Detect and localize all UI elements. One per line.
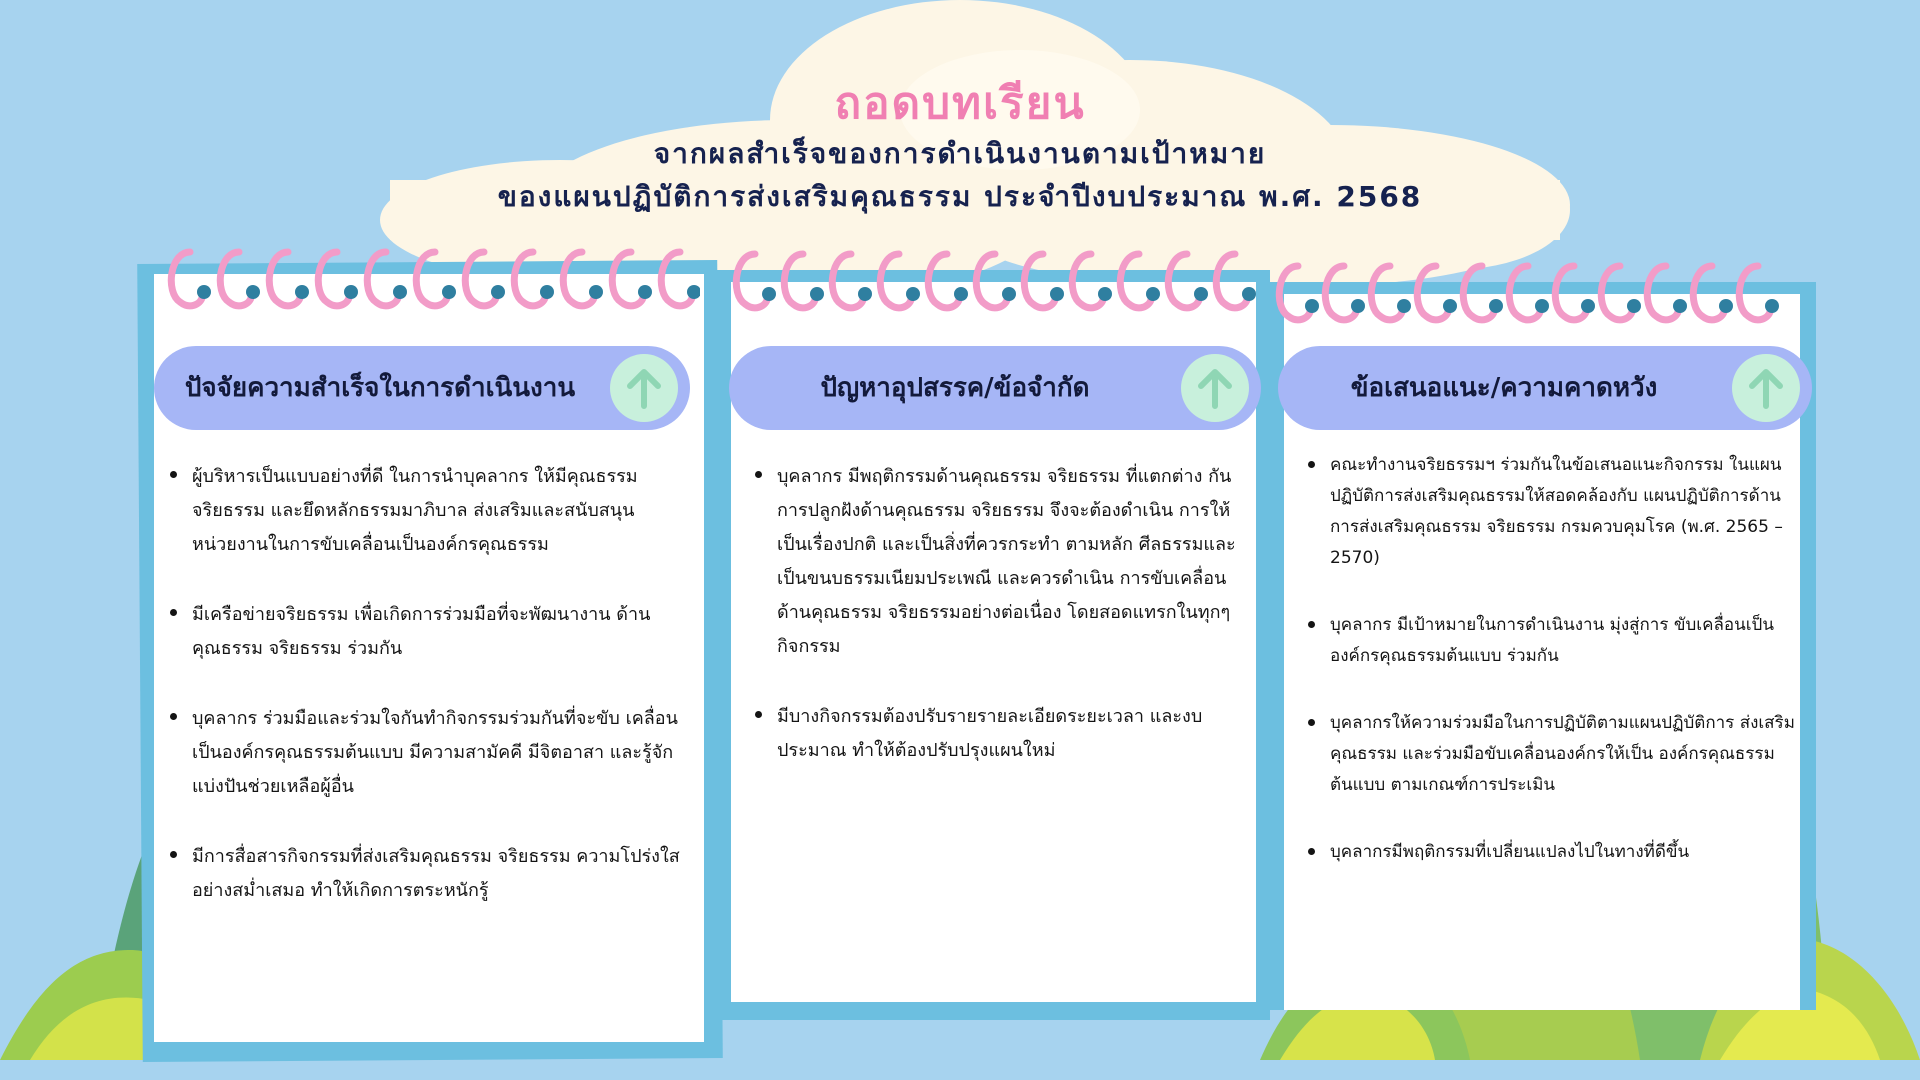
arrow-up-icon — [1746, 366, 1786, 410]
list-item: บุคลากรให้ความร่วมมือในการปฏิบัติตามแผนปฏิบัติการ ส่งเสริมคุณธรรม และร่วมมือขับเคลื่อนองค์กรให้เป็น องค์กรคุณธรรมต้นแบบ ตามเกณฑ์การประเมิน — [1308, 708, 1798, 801]
list-item: มีเครือข่ายจริยธรรม เพื่อเกิดการร่วมมือที่จะพัฒนางาน ด้านคุณธรรม จริยธรรม ร่วมกัน — [170, 598, 680, 666]
list-item: บุคลากร มีเป้าหมายในการดำเนินงาน มุ่งสู่การ ขับเคลื่อนเป็นองค์กรคุณธรรมต้นแบบ ร่วมกัน — [1308, 610, 1798, 672]
card-success-factors — [140, 262, 720, 1060]
list-item: ผู้บริหารเป็นแบบอย่างที่ดี ในการนำบุคลากร ให้มีคุณธรรม จริยธรรม และยึดหลักธรรมมาภิบาล ส่งเสริมและสนับสนุน หน่วยงานในการขับเคลื่อนเป็นองค์กรคุณธรรม — [170, 460, 680, 562]
suggestions-list — [1308, 450, 1798, 904]
card-header-obstacles — [729, 346, 1261, 430]
list-item: มีการสื่อสารกิจกรรมที่ส่งเสริมคุณธรรม จริยธรรม ความโปร่งใส อย่างสม่ำเสมอ ทำให้เกิดการตระหนักรู้ — [170, 840, 680, 908]
spiral-rings-icon — [160, 232, 700, 322]
arrow-up-button[interactable] — [610, 354, 678, 422]
arrow-up-icon — [1195, 366, 1235, 410]
page-title: ถอดบทเรียน — [834, 78, 1086, 129]
spiral-rings-icon — [1268, 246, 1808, 336]
card-header-success-factors — [154, 346, 690, 430]
card-heading: ปัญหาอุปสรรค/ข้อจำกัด — [820, 373, 1090, 403]
card-header-suggestions — [1278, 346, 1812, 430]
list-item: บุคลากร ร่วมมือและร่วมใจกันทำกิจกรรมร่วมกันที่จะขับ เคลื่อนเป็นองค์กรคุณธรรมต้นแบบ มีความสามัคคี มีจิตอาสา และรู้จักแบ่งปันช่วยเหลือผู้อื่น — [170, 702, 680, 804]
list-item: มีบางกิจกรรมต้องปรับรายรายละเอียดระยะเวลา และงบ ประมาณ ทำให้ต้องปรับปรุงแผนใหม่ — [755, 700, 1245, 768]
card-heading: ปัจจัยความสำเร็จในการดำเนินงาน — [184, 373, 576, 403]
list-item: บุคลากร มีพฤติกรรมด้านคุณธรรม จริยธรรม ที่แตกต่าง กัน การปลูกฝังด้านคุณธรรม จริยธรรม จึงจะต้องดำเนิน การให้เป็นเรื่องปกติ และเป็นสิ่งที่ควรกระทำ ตามหลัก ศีลธรรมและเป็นขนบธรรมเนียมประเพณี และควรดำเนิน การขับเคลื่อนด้านคุณธรรม จริยธรรมอย่างต่อเนื่อง โดยสอดแทรกในทุกๆกิจกรรม — [755, 460, 1245, 664]
page-subtitle-line2: ของแผนปฏิบัติการส่งเสริมคุณธรรม ประจำปีงบประมาณ พ.ศ. 2568 — [497, 180, 1423, 213]
page-subtitle-line1: จากผลสำเร็จของการดำเนินงานตามเป้าหมาย — [653, 137, 1267, 170]
spiral-rings-icon — [725, 234, 1265, 324]
arrow-up-icon — [624, 366, 664, 410]
list-item: คณะทำงานจริยธรรมฯ ร่วมกันในข้อเสนอแนะกิจกรรม ในแผนปฏิบัติการส่งเสริมคุณธรรมให้สอดคล้องกับ แผนปฏิบัติการด้านการส่งเสริมคุณธรรม จริยธรรม กรมควบคุมโรค (พ.ศ. 2565 – 2570) — [1308, 450, 1798, 574]
arrow-up-button[interactable] — [1732, 354, 1800, 422]
card-suggestions — [1268, 282, 1816, 1010]
obstacles-list — [755, 460, 1245, 804]
card-heading: ข้อเสนอแนะ/ความคาดหวัง — [1350, 373, 1658, 403]
arrow-up-button[interactable] — [1181, 354, 1249, 422]
list-item: บุคลากรมีพฤติกรรมที่เปลี่ยนแปลงไปในทางที่ดีขึ้น — [1308, 837, 1798, 868]
success-factors-list — [170, 460, 680, 944]
card-obstacles — [715, 270, 1270, 1020]
